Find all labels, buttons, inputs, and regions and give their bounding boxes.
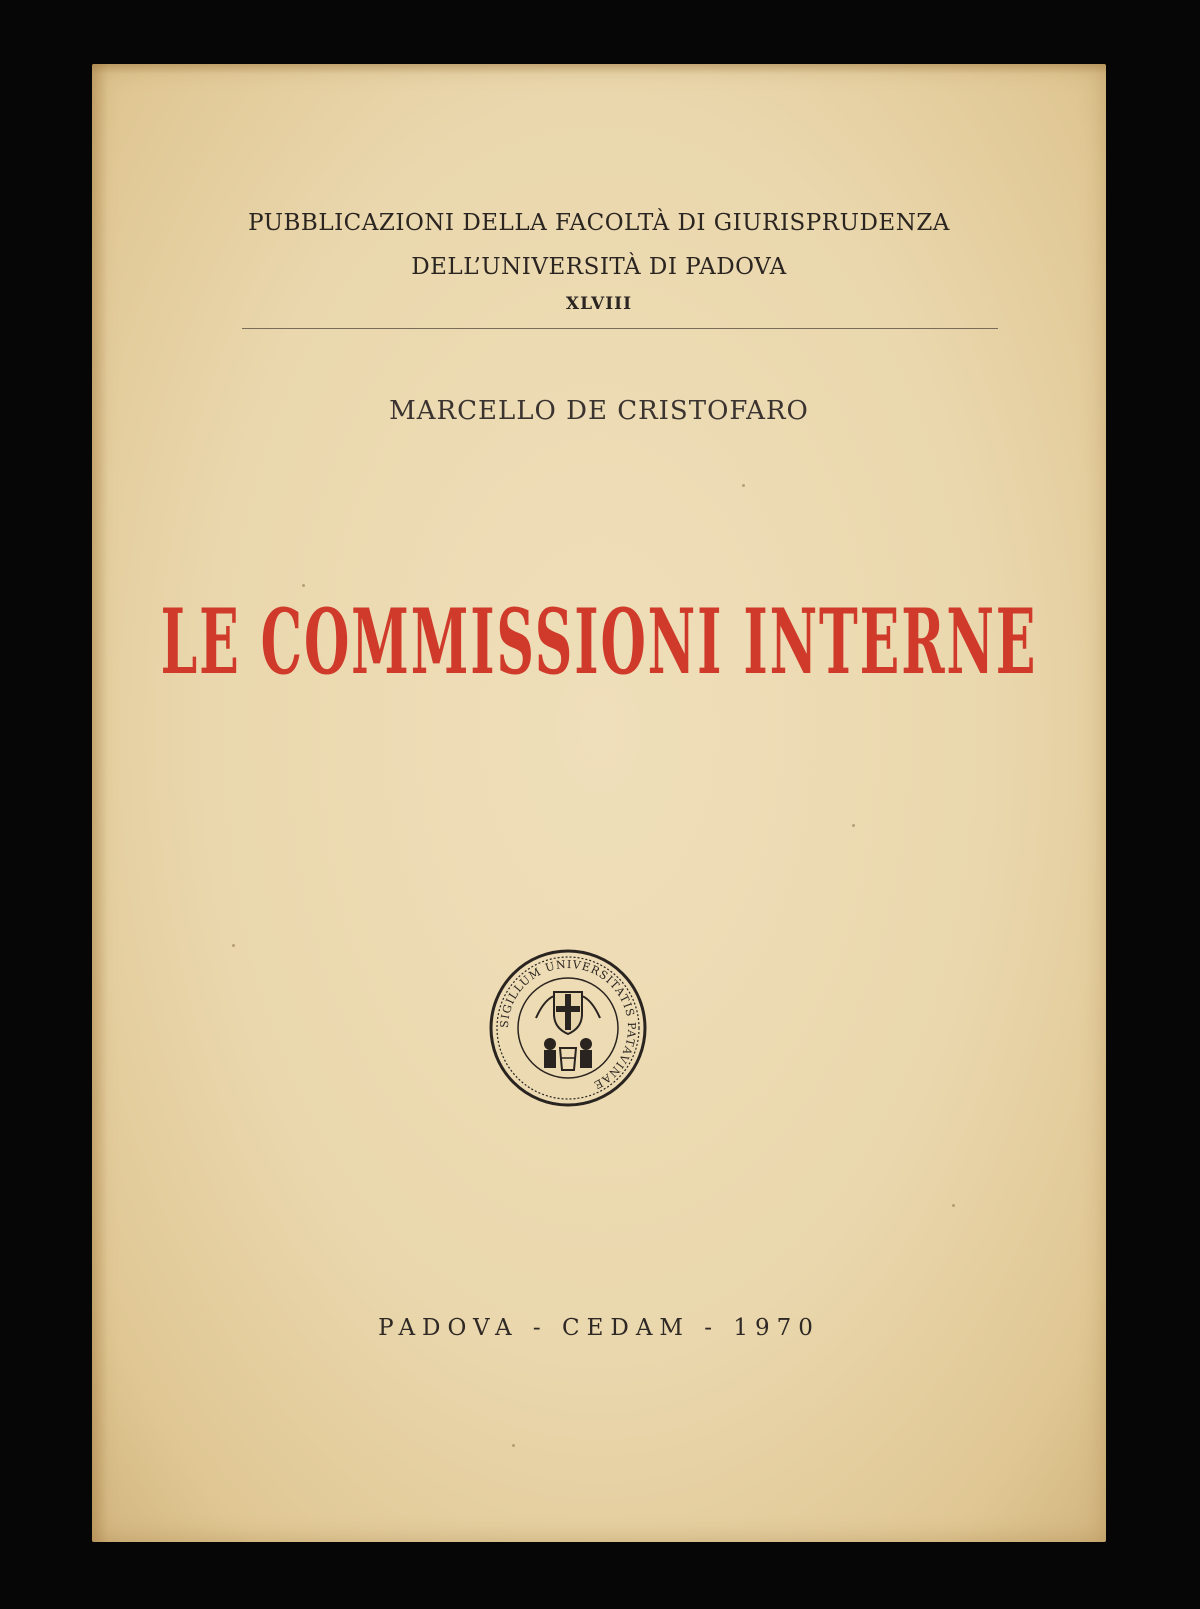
book-title: LE COMMISSIONI INTERNE (160, 590, 1038, 696)
publisher-imprint: PADOVA - CEDAM - 1970 (378, 1315, 820, 1341)
paper-speck (952, 1204, 955, 1207)
paper-speck (512, 1444, 515, 1447)
top-edge-wear (92, 64, 1106, 74)
author-name: MARCELLO DE CRISTOFARO (389, 396, 809, 426)
paper-speck (302, 584, 305, 587)
paper-speck (852, 824, 855, 827)
header-divider (242, 328, 998, 329)
paper-speck (742, 484, 745, 487)
series-title-line-2: DELL’UNIVERSITÀ DI PADOVA (411, 254, 787, 280)
svg-text:SIGILLUM UNIVERSITATIS PATAVIN: SIGILLUM UNIVERSITATIS PATAVINAE (497, 957, 639, 1092)
university-seal-icon (488, 948, 648, 1108)
book-cover (92, 64, 1106, 1542)
series-title-line-1: PUBBLICAZIONI DELLA FACOLTÀ DI GIURISPRUDENZA (248, 210, 950, 236)
series-volume-number: XLVIII (565, 294, 633, 314)
paper-speck (232, 944, 235, 947)
